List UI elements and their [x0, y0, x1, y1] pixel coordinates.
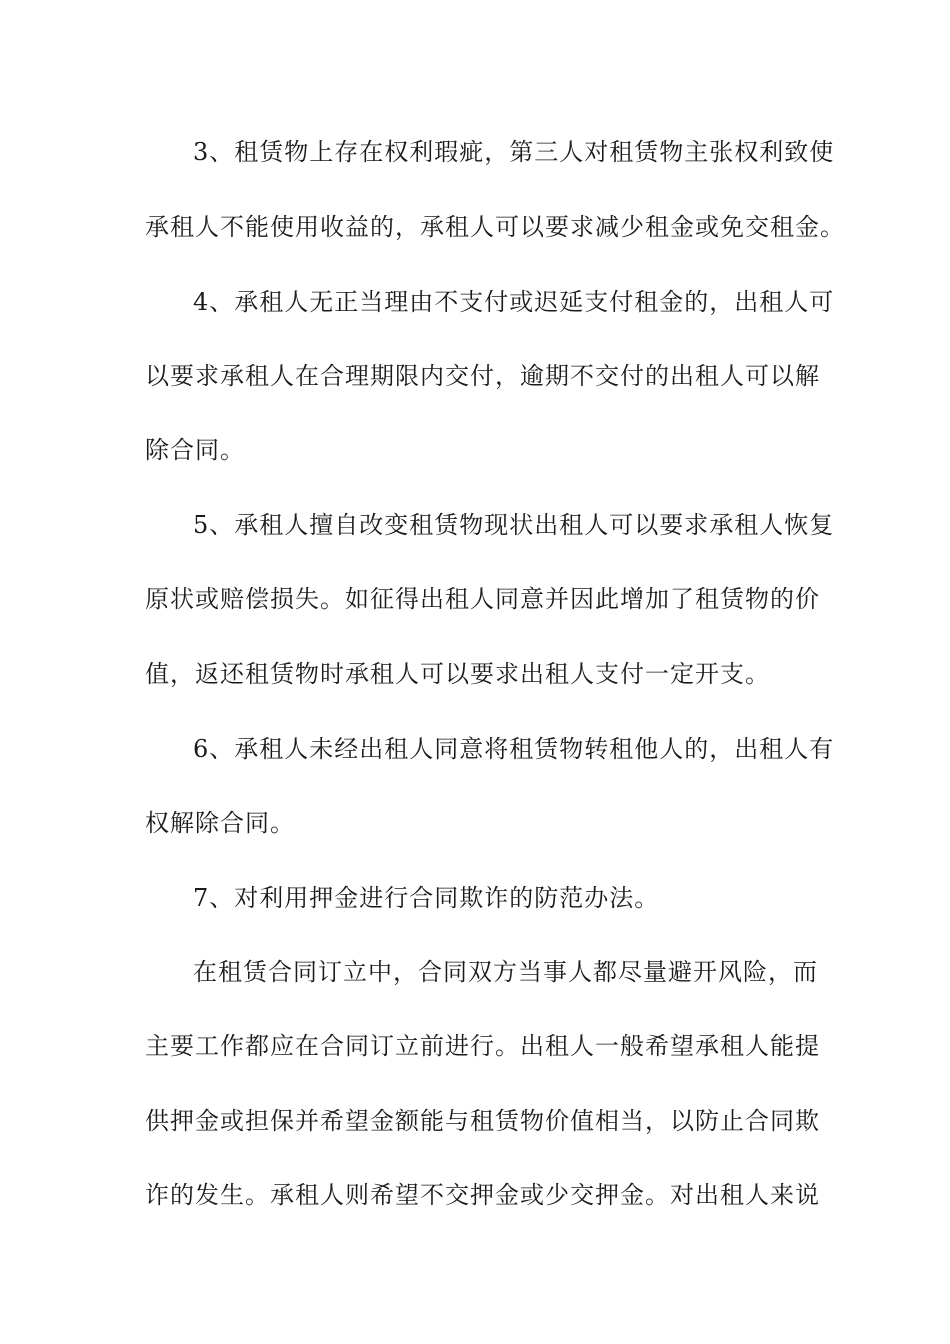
paragraph-8-line-1: 在租赁合同订立中，合同双方当事人都尽量避开风险，而	[193, 958, 818, 986]
paragraph-3-line-2: 承租人不能使用收益的，承租人可以要求减少租金或免交租金。	[145, 213, 845, 241]
paragraph-4-line-3: 除合同。	[145, 436, 245, 464]
paragraph-6-line-2: 权解除合同。	[145, 809, 295, 837]
paragraph-8-line-3: 供押金或担保并希望金额能与租赁物价值相当，以防止合同欺	[145, 1107, 820, 1135]
paragraph-4-line-1: 4、承租人无正当理由不支付或迟延支付租金的，出租人可	[193, 288, 835, 316]
paragraph-4-line-2: 以要求承租人在合理期限内交付，逾期不交付的出租人可以解	[145, 362, 820, 390]
paragraph-6-line-1: 6、承租人未经出租人同意将租赁物转租他人的，出租人有	[193, 735, 835, 763]
paragraph-8-line-2: 主要工作都应在合同订立前进行。出租人一般希望承租人能提	[145, 1032, 820, 1060]
paragraph-3-line-1: 3、租赁物上存在权利瑕疵，第三人对租赁物主张权利致使	[193, 138, 835, 166]
paragraph-7-line-1: 7、对利用押金进行合同欺诈的防范办法。	[193, 884, 660, 912]
paragraph-5-line-3: 值，返还租赁物时承租人可以要求出租人支付一定开支。	[145, 660, 770, 688]
paragraph-5-line-1: 5、承租人擅自改变租赁物现状出租人可以要求承租人恢复	[193, 511, 835, 539]
paragraph-8-line-4: 诈的发生。承租人则希望不交押金或少交押金。对出租人来说	[145, 1181, 820, 1209]
paragraph-5-line-2: 原状或赔偿损失。如征得出租人同意并因此增加了租赁物的价	[145, 585, 820, 613]
